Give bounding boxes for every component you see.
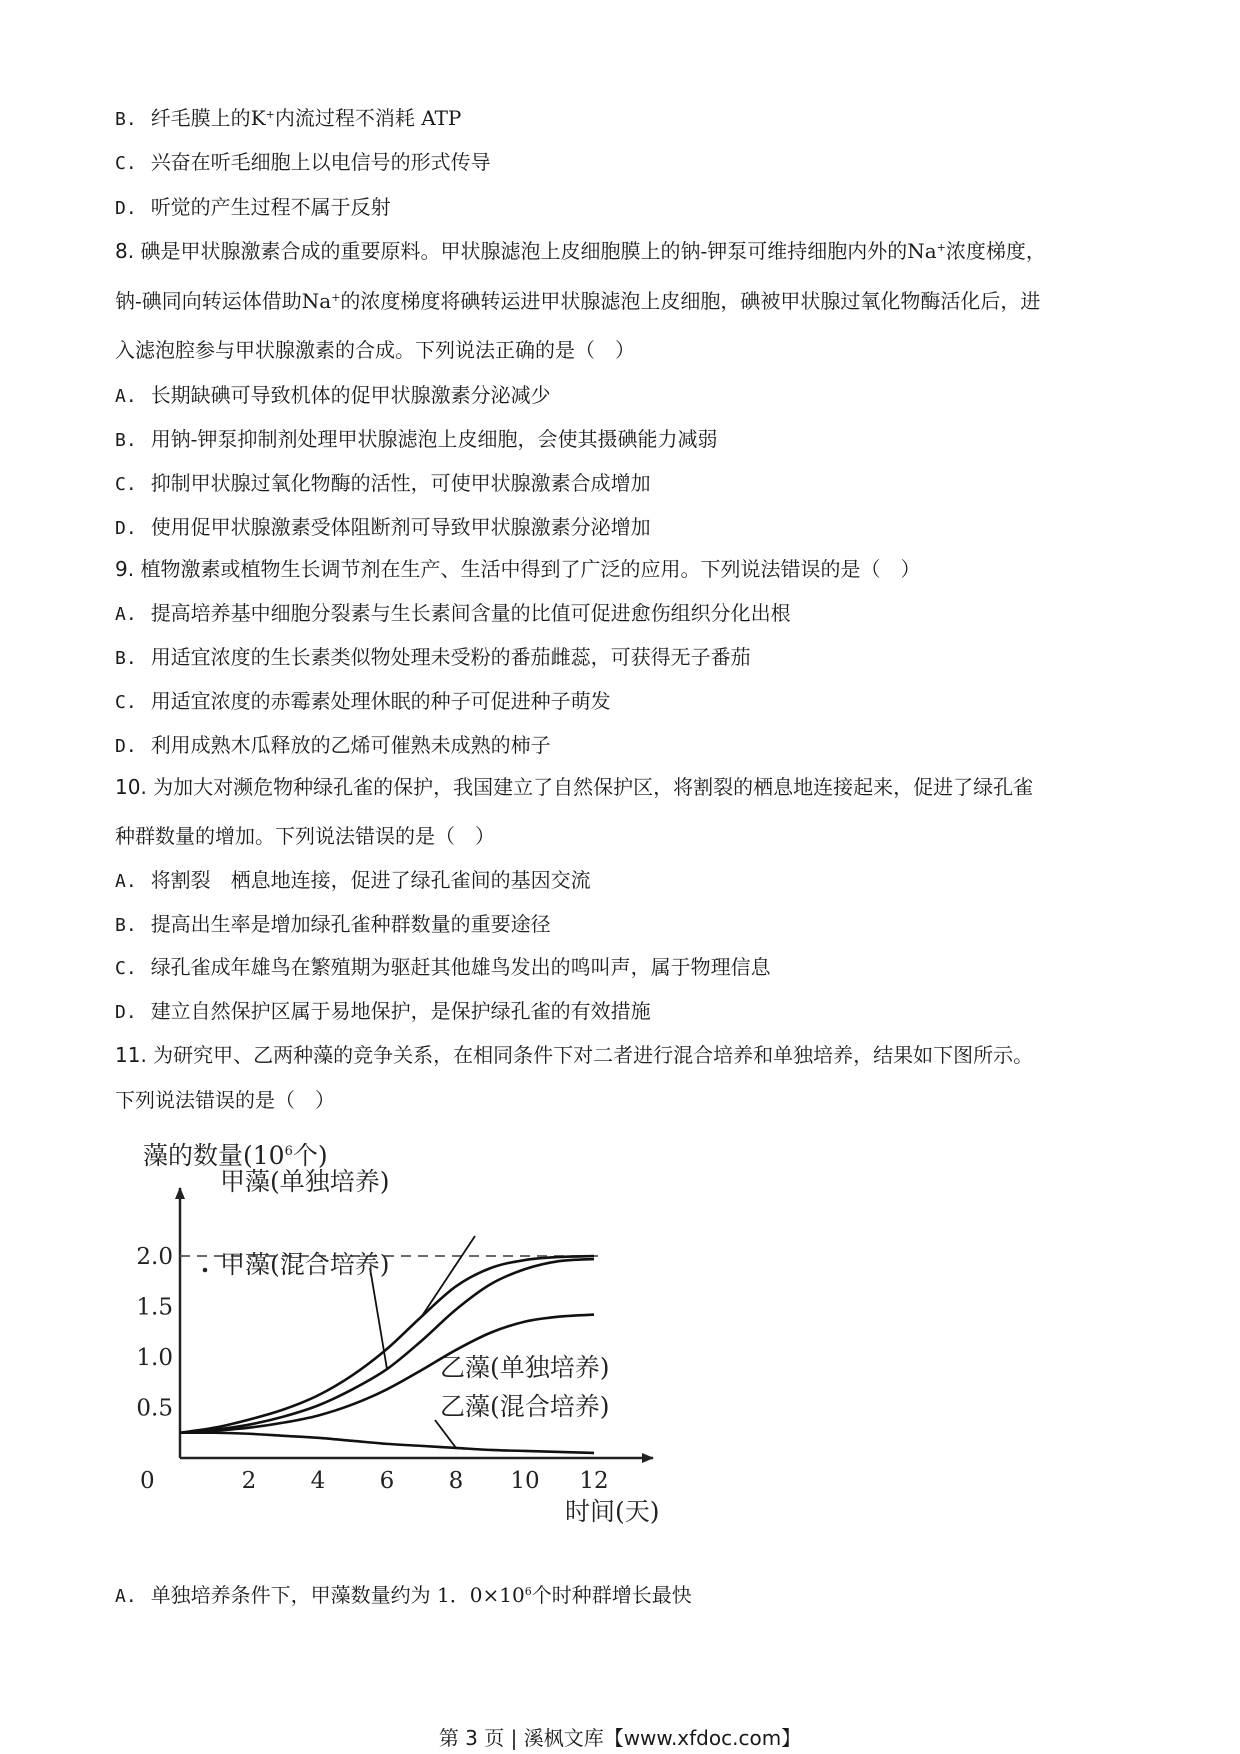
q10-stem-line1: 10. 为加大对濒危物种绿孔雀的保护，我国建立了自然保护区，将割裂的栖息地连接起来，促进了绿孔雀 — [115, 775, 1034, 799]
q8-option-c: C. 抑制甲状腺过氧化物酶的活性，可使甲状腺激素合成增加 — [115, 471, 651, 495]
series-label-3: 乙藻(混合培养) — [440, 1392, 610, 1421]
y-tick-label-2: 1.5 — [136, 1294, 173, 1321]
series-label-leader-3 — [435, 1420, 456, 1448]
x-tick-label-3: 6 — [379, 1468, 395, 1494]
series-line-3 — [180, 1433, 594, 1453]
q9-stem: 9. 植物激素或植物生长调节剂在生产、生活中得到了广泛的应用。下列说法错误的是（ ） — [115, 557, 921, 581]
q7-option-d: D. 听觉的产生过程不属于反射 — [115, 195, 391, 219]
x-axis-label: 时间(天) — [565, 1497, 660, 1526]
x-tick-labels — [140, 1468, 609, 1494]
x-tick-label-0: 0 — [140, 1468, 155, 1494]
q11-option-a: A. 单独培养条件下，甲藻数量约为 1．$0\times 10^6$个时种群增长最快 — [115, 1583, 692, 1607]
series-label-leader-1 — [370, 1268, 387, 1369]
q8-option-d: D. 使用促甲状腺激素受体阻断剂可导致甲状腺激素分泌增加 — [115, 515, 651, 539]
q8-option-b: B. 用钠-钾泵抑制剂处理甲状腺滤泡上皮细胞，会使其摄碘能力减弱 — [115, 427, 718, 451]
q7-option-c: C. 兴奋在听毛细胞上以电信号的形式传导 — [115, 150, 491, 174]
y-tick-label-0: 0.5 — [136, 1395, 173, 1422]
q10-option-a: A. 将割裂 栖息地连接，促进了绿孔雀间的基因交流 — [115, 868, 591, 892]
q10-stem-line2: 种群数量的增加。下列说法错误的是（ ） — [115, 824, 495, 848]
q9-option-a: A. 提高培养基中细胞分裂素与生长素间含量的比值可促进愈伤组织分化出根 — [115, 601, 791, 625]
q9-option-b: B. 用适宜浓度的生长素类似物处理未受粉的番茄雌蕊，可获得无子番茄 — [115, 645, 751, 669]
q7-option-b: B. 纤毛膜上的K+内流过程不消耗 ATP — [115, 106, 462, 130]
q11-stem-line1: 11. 为研究甲、乙两种藻的竞争关系，在相同条件下对二者进行混合培养和单独培养，结果如下图所示。 — [115, 1043, 1034, 1067]
algae-population-chart — [125, 1128, 685, 1528]
series-label-2: 乙藻(单独培养) — [440, 1353, 610, 1382]
q10-option-d: D. 建立自然保护区属于易地保护，是保护绿孔雀的有效措施 — [115, 999, 651, 1023]
x-tick-label-4: 8 — [448, 1468, 464, 1494]
q9-option-d: D. 利用成熟木瓜释放的乙烯可催熟未成熟的柿子 — [115, 733, 551, 757]
q8-stem-line2: 钠-碘同向转运体借助Na+的浓度梯度将碘转运进甲状腺滤泡上皮细胞，碘被甲状腺过氧化物酶活化后，进 — [115, 289, 1041, 313]
series-label-1: 甲藻(混合培养) — [220, 1250, 390, 1279]
y-tick-label-3: 2.0 — [136, 1244, 173, 1270]
x-tick-label-1: 2 — [241, 1468, 257, 1494]
series-label-0: 甲藻(单独培养) — [220, 1167, 390, 1196]
series-label-leader-0 — [422, 1236, 476, 1317]
q8-stem-line3: 入滤泡腔参与甲状腺激素的合成。下列说法正确的是（ ） — [115, 338, 635, 362]
stray-dot — [203, 1268, 208, 1273]
x-tick-label-5: 10 — [510, 1468, 540, 1494]
q10-option-b: B. 提高出生率是增加绿孔雀种群数量的重要途径 — [115, 912, 551, 936]
page-footer: 第 3 页 | 溪枫文库【www.xfdoc.com】 — [438, 1726, 802, 1750]
q9-option-c: C. 用适宜浓度的赤霉素处理休眠的种子可促进种子萌发 — [115, 689, 611, 713]
series-labels — [220, 1167, 610, 1448]
x-tick-label-2: 4 — [310, 1468, 326, 1494]
q8-option-a: A. 长期缺碘可导致机体的促甲状腺激素分泌减少 — [115, 383, 551, 407]
y-axis-label: 藻的数量($10^6$个) — [143, 1141, 328, 1170]
q8-stem-line1: 8. 碘是甲状腺激素合成的重要原料。甲状腺滤泡上皮细胞膜上的钠-钾泵可维持细胞内外的Na+浓度梯度， — [115, 239, 1046, 263]
y-tick-labels — [136, 1244, 173, 1422]
q11-stem-line2: 下列说法错误的是（ ） — [115, 1088, 335, 1112]
x-tick-label-6: 12 — [579, 1468, 609, 1494]
y-tick-label-1: 1.0 — [136, 1345, 173, 1371]
q10-option-c: C. 绿孔雀成年雄鸟在繁殖期为驱赶其他雄鸟发出的鸣叫声，属于物理信息 — [115, 955, 771, 979]
